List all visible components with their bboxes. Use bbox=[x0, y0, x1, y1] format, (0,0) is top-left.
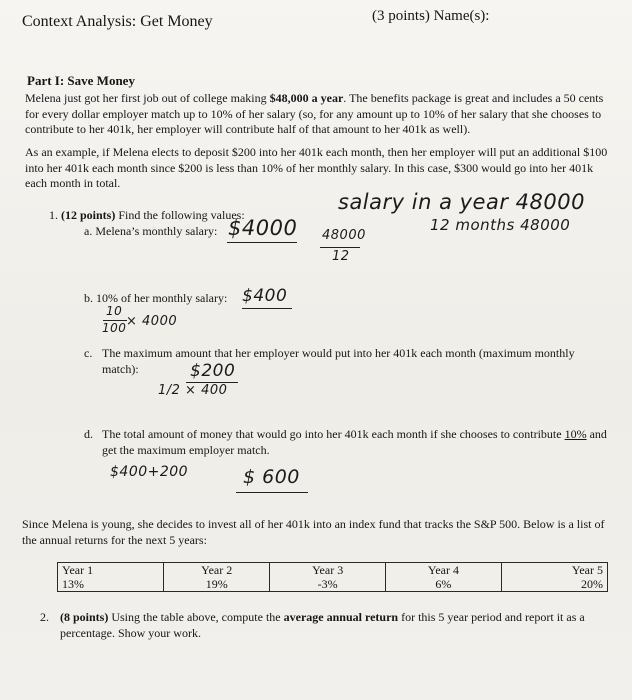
q1-prompt: Find the following values: bbox=[115, 208, 245, 222]
q1-number: 1. bbox=[49, 208, 58, 222]
returns-value-cell: 13% bbox=[58, 577, 164, 592]
q1-points: (12 points) bbox=[61, 208, 116, 222]
q1b-text: 10% of her monthly salary: bbox=[96, 291, 228, 305]
q1d-text bbox=[102, 427, 617, 458]
hw-salary-note-2: 12 months 48000 bbox=[430, 216, 571, 234]
hw-b-answer: $400 bbox=[242, 286, 288, 306]
returns-value-row bbox=[58, 577, 608, 592]
q1d-letter: d. bbox=[84, 427, 93, 441]
returns-header-cell: Year 2 bbox=[164, 563, 270, 578]
q1d-text-post: and get the maximum employer match. bbox=[102, 427, 607, 457]
q2-text-bold: average annual return bbox=[283, 610, 399, 624]
hw-d-answer: $ 600 bbox=[243, 466, 300, 488]
points-name-label: (3 points) Name(s): bbox=[372, 8, 490, 24]
q1c-letter: c. bbox=[84, 346, 93, 360]
b-answer-underline bbox=[242, 308, 292, 309]
q2-text-pre: Using the table above, compute the bbox=[108, 610, 284, 624]
q2-text-post: for this 5 year period and report it as a percentage. Show your work. bbox=[60, 610, 585, 640]
hw-d-work: $400+200 bbox=[110, 464, 189, 480]
a-answer-underline bbox=[227, 242, 297, 243]
returns-header-cell: Year 3 bbox=[270, 563, 386, 578]
q1c-text: The maximum amount that her employer would put into her 401k each month (maximum monthly match): bbox=[102, 346, 575, 376]
q2-number: 2. bbox=[40, 610, 49, 624]
q2-text bbox=[60, 610, 620, 641]
part1-paragraph-2: As an example, if Melena elects to deposit $200 into her 401k each month, then her employer will put an additional $100 into her 401k each month since $200 is less than 10% of her monthly salary. In this case, $300 would go into her 401k each month in total. bbox=[25, 145, 608, 190]
q1a-text: Melena’s monthly salary: bbox=[95, 224, 218, 238]
hw-salary-note-1: salary in a year 48000 bbox=[338, 190, 585, 214]
returns-value-cell: 6% bbox=[386, 577, 502, 592]
q1a-letter: a. bbox=[84, 224, 93, 238]
returns-header-cell: Year 5 bbox=[501, 563, 607, 578]
index-fund-intro: Since Melena is young, she decides to invest all of her 401k into an index fund that tracks the S&P 500. Below is a list of the annual returns for the next 5 years: bbox=[22, 517, 605, 547]
q1d-text-pre: The total amount of money that would go into her 401k each month if she chooses to contribute bbox=[102, 427, 565, 441]
salary-bold: $48,000 a year bbox=[269, 91, 344, 105]
hw-a-fraction-denominator: 12 bbox=[332, 249, 350, 264]
hw-c-work: 1/2 × 400 bbox=[158, 383, 228, 398]
para1-pre: Melena just got her first job out of college making bbox=[25, 91, 270, 105]
para1-post: . The benefits package is great and includes a 50 cents for every dollar employer match up to 10% of her salary (so, for any amount up to 10% of her salary that she chooses to contribute to her 401k, her employer will contribute half of that amount to her 401k as well). bbox=[25, 91, 604, 136]
a-fraction-bar bbox=[320, 247, 360, 248]
q1a-label bbox=[84, 224, 217, 239]
hw-b-fraction-numerator: 10 bbox=[106, 304, 123, 318]
worksheet-title: Context Analysis: Get Money bbox=[22, 13, 213, 30]
hw-b-multiplier: × 4000 bbox=[126, 314, 178, 329]
returns-value-cell: 19% bbox=[164, 577, 270, 592]
q1b-letter: b. bbox=[84, 291, 93, 305]
returns-header-cell: Year 4 bbox=[386, 563, 502, 578]
q1-heading bbox=[49, 208, 245, 223]
hw-a-answer: $4000 bbox=[228, 216, 298, 240]
part1-heading: Part I: Save Money bbox=[27, 73, 135, 88]
hw-c-answer: $200 bbox=[190, 361, 236, 381]
returns-value-cell: -3% bbox=[270, 577, 386, 592]
returns-header-cell: Year 1 bbox=[58, 563, 164, 578]
q1c-label bbox=[84, 346, 92, 361]
returns-header-row bbox=[58, 563, 608, 578]
q2-points: (8 points) bbox=[60, 610, 109, 624]
q1d-label bbox=[84, 427, 93, 442]
annual-returns-table bbox=[57, 562, 608, 592]
hw-a-fraction-numerator: 48000 bbox=[322, 228, 366, 243]
part1-paragraph-1 bbox=[25, 91, 613, 138]
q1d-text-underlined: 10% bbox=[564, 427, 587, 441]
d-answer-underline bbox=[236, 492, 308, 493]
hw-b-fraction-denominator: 100 bbox=[102, 321, 127, 335]
returns-value-cell: 20% bbox=[501, 577, 607, 592]
